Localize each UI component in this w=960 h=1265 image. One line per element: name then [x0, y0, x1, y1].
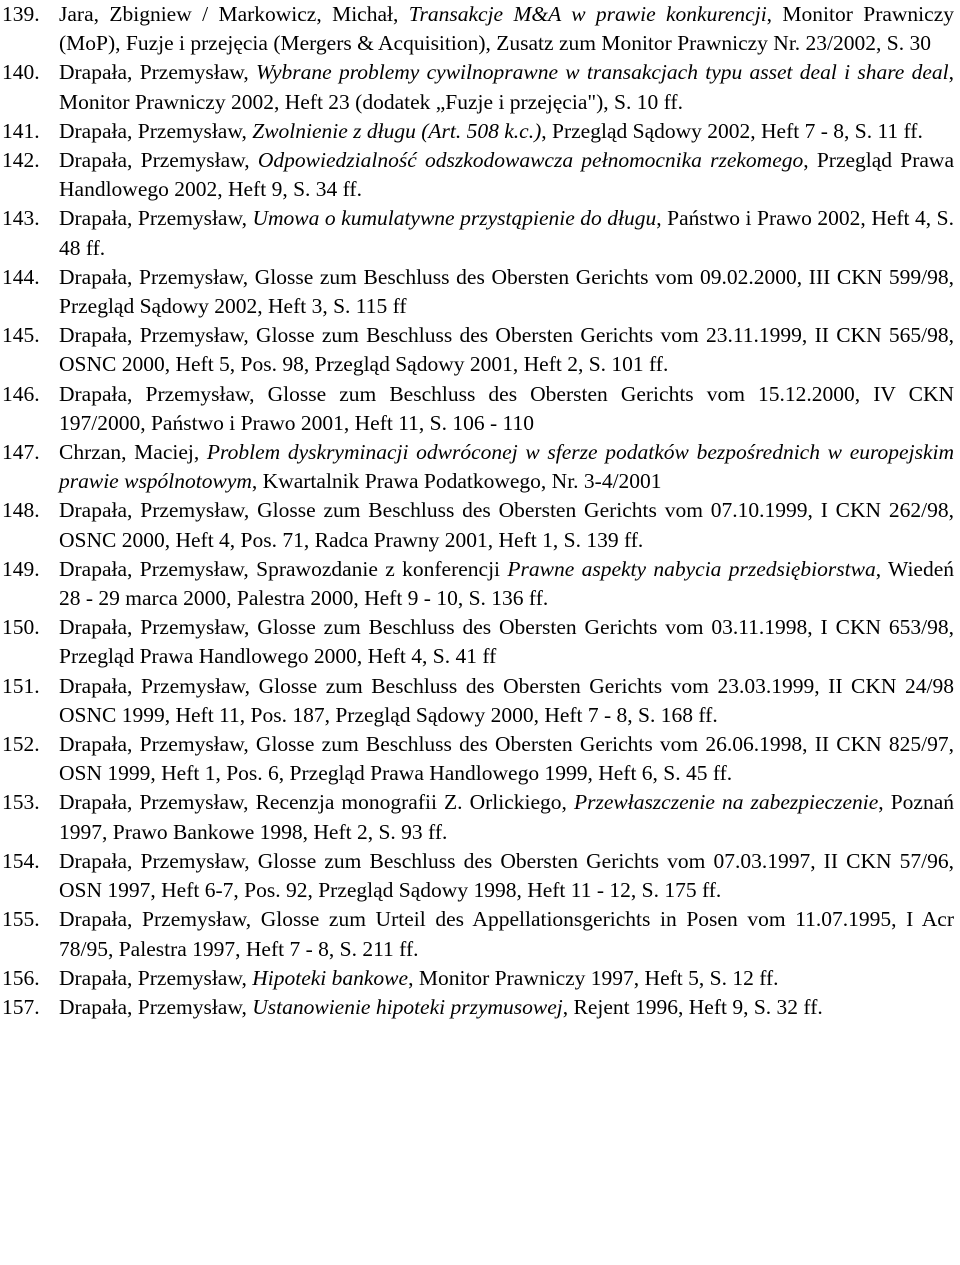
reference-segment: , Przegląd Sądowy 2002, Heft 7 - 8, S. 11 ff.	[541, 118, 923, 143]
reference-number: 146.	[2, 381, 40, 406]
reference-segment: Drapała, Przemysław, Glosse zum Beschluss des Obersten Gerichts vom 07.03.1997, II CKN 57/96, OSN 1997, Heft 6-7, Pos. 92, Przegląd Sądowy 1998, Heft 11 - 12, S. 175 ff.	[59, 848, 954, 903]
reference-item	[2, 321, 954, 379]
reference-text	[59, 204, 954, 262]
reference-title: Transakcje M&A w prawie konkurencji	[408, 2, 767, 26]
reference-item	[2, 672, 954, 730]
reference-title: Problem dyskryminacji odwróconej w sferze podatków bezpośrednich w europejskim prawie wspólnotowym	[59, 440, 954, 494]
reference-item	[2, 613, 954, 671]
reference-title: Odpowiedzialność odszkodowawcza pełnomocnika rzekomego	[257, 148, 804, 173]
reference-number: 151.	[2, 673, 40, 698]
reference-list	[2, 0, 954, 1022]
reference-item	[2, 204, 954, 262]
reference-item	[2, 555, 954, 613]
reference-segment: Drapała, Przemysław, Glosse zum Beschluss des Obersten Gerichts vom 26.06.1998, II CKN 825/97, OSN 1999, Heft 1, Pos. 6, Przegląd Prawa Handlowego 1999, Heft 6, S. 45 ff.	[59, 732, 954, 786]
reference-item	[2, 438, 954, 496]
reference-item	[2, 0, 954, 58]
reference-item	[2, 380, 954, 438]
reference-segment: Drapała, Przemysław, Glosse zum Beschluss des Obersten Gerichts vom 23.11.1999, II CKN 565/98, OSNC 2000, Heft 5, Pos. 98, Przegląd Sądowy 2001, Heft 2, S. 101 ff.	[59, 323, 954, 377]
reference-segment: Jara, Zbigniew / Markowicz, Michał,	[59, 2, 409, 26]
reference-number: 150.	[2, 615, 40, 640]
reference-segment: Drapała, Przemysław,	[59, 965, 253, 990]
reference-title: Prawne aspekty nabycia przedsiębiorstwa	[507, 556, 876, 581]
reference-segment: Drapała, Przemysław, Recenzja monografii Z. Orlickiego,	[59, 790, 574, 815]
reference-number: 156.	[2, 965, 40, 990]
reference-text	[59, 117, 954, 146]
reference-title: Umowa o kumulatywne przystąpienie do długu	[252, 206, 657, 231]
reference-number: 149.	[2, 556, 40, 581]
reference-segment: Drapała, Przemysław,	[59, 994, 253, 1019]
reference-segment: Drapała, Przemysław, Glosse zum Beschluss des Obersten Gerichts vom 15.12.2000, IV CKN 197/2000, Państwo i Prawo 2001, Heft 11, S. 106 - 110	[59, 381, 954, 435]
reference-text	[59, 146, 954, 204]
reference-item	[2, 117, 954, 146]
reference-text	[59, 496, 954, 554]
reference-text	[59, 613, 954, 671]
reference-segment: , Wiedeń 28 - 29 marca 2000, Palestra 2000, Heft 9 - 10, S. 136 ff.	[59, 556, 955, 611]
reference-item	[2, 146, 954, 204]
reference-segment: Drapała, Przemysław,	[59, 206, 253, 231]
reference-title: Wybrane problemy cywilnoprawne w transakcjach typu asset deal i share deal	[256, 60, 949, 85]
reference-number: 139.	[2, 2, 40, 26]
reference-text	[59, 263, 954, 321]
reference-title: Zwolnienie z długu (Art. 508 k.c.)	[252, 118, 542, 143]
reference-segment: , Kwartalnik Prawa Podatkowego, Nr. 3-4/2001	[251, 469, 662, 494]
reference-segment: , Poznań 1997, Prawo Bankowe 1998, Heft 2, S. 93 ff.	[59, 790, 955, 844]
reference-segment: , Monitor Prawniczy 1997, Heft 5, S. 12 ff.	[408, 965, 779, 990]
reference-title: Hipoteki bankowe	[252, 965, 409, 990]
reference-item	[2, 263, 954, 321]
reference-text	[59, 730, 954, 788]
reference-segment: , Monitor Prawniczy 2002, Heft 23 (dodatek „Fuzje i przejęcia"), S. 10 ff.	[59, 60, 954, 114]
reference-segment: Chrzan, Maciej,	[59, 440, 207, 465]
reference-text	[59, 58, 954, 116]
reference-text	[59, 672, 954, 730]
reference-text	[59, 438, 954, 496]
reference-text	[59, 993, 954, 1022]
reference-text	[59, 0, 954, 58]
reference-segment: , Monitor Prawniczy (MoP), Fuzje i przejęcia (Mergers & Acquisition), Zusatz zum Monitor Prawniczy Nr. 23/2002, S. 30	[59, 2, 954, 56]
reference-segment: , Rejent 1996, Heft 9, S. 32 ff.	[562, 994, 823, 1019]
reference-segment: Drapała, Przemysław, Glosse zum Beschluss des Obersten Gerichts vom 09.02.2000, III CKN 599/98, Przegląd Sądowy 2002, Heft 3, S. 115 ff	[59, 264, 954, 319]
reference-item	[2, 730, 954, 788]
reference-text	[59, 555, 954, 613]
reference-number: 153.	[2, 790, 40, 815]
reference-item	[2, 788, 954, 846]
reference-item	[2, 847, 954, 905]
reference-text	[59, 847, 954, 905]
reference-number: 142.	[2, 148, 40, 173]
reference-number: 152.	[2, 732, 40, 757]
reference-segment: Drapała, Przemysław, Glosse zum Beschluss des Obersten Gerichts vom 23.03.1999, II CKN 24/98 OSNC 1999, Heft 11, Pos. 187, Przegląd Sądowy 2000, Heft 7 - 8, S. 168 ff.	[59, 673, 954, 727]
reference-segment: , Państwo i Prawo 2002, Heft 4, S. 48 ff.	[59, 206, 954, 260]
reference-number: 155.	[2, 907, 40, 932]
reference-segment: Drapała, Przemysław,	[59, 60, 257, 85]
reference-segment: Drapała, Przemysław, Glosse zum Beschluss des Obersten Gerichts vom 07.10.1999, I CKN 262/98, OSNC 2000, Heft 4, Pos. 71, Radca Prawny 2001, Heft 1, S. 139 ff.	[59, 498, 954, 552]
reference-item	[2, 964, 954, 993]
reference-segment: Drapała, Przemysław,	[59, 118, 253, 143]
reference-item	[2, 993, 954, 1022]
reference-item	[2, 905, 954, 963]
reference-segment: Drapała, Przemysław, Glosse zum Urteil des Appellationsgerichts in Posen vom 11.07.1995, I Acr 78/95, Palestra 1997, Heft 7 - 8, S. 211 ff.	[59, 907, 954, 961]
reference-number: 140.	[2, 60, 40, 85]
reference-item	[2, 496, 954, 554]
reference-number: 154.	[2, 848, 40, 873]
reference-number: 144.	[2, 264, 40, 289]
reference-segment: Drapała, Przemysław, Glosse zum Beschluss des Obersten Gerichts vom 03.11.1998, I CKN 653/98, Przegląd Prawa Handlowego 2000, Heft 4, S. 41 ff	[59, 615, 954, 669]
reference-number: 157.	[2, 994, 40, 1019]
reference-number: 143.	[2, 206, 40, 231]
reference-number: 145.	[2, 323, 40, 348]
reference-number: 147.	[2, 440, 40, 465]
reference-number: 141.	[2, 118, 40, 143]
reference-title: Przewłaszczenie na zabezpieczenie	[573, 790, 879, 815]
reference-segment: Drapała, Przemysław, Sprawozdanie z konferencji	[59, 556, 508, 581]
reference-text	[59, 380, 954, 438]
reference-text	[59, 905, 954, 963]
reference-segment: , Przegląd Prawa Handlowego 2002, Heft 9, S. 34 ff.	[59, 148, 954, 202]
reference-segment: Drapała, Przemysław,	[59, 148, 258, 173]
reference-title: Ustanowienie hipoteki przymusowej	[252, 994, 563, 1019]
reference-text	[59, 321, 954, 379]
reference-number: 148.	[2, 498, 40, 523]
reference-text	[59, 964, 954, 993]
reference-item	[2, 58, 954, 116]
reference-text	[59, 788, 954, 846]
